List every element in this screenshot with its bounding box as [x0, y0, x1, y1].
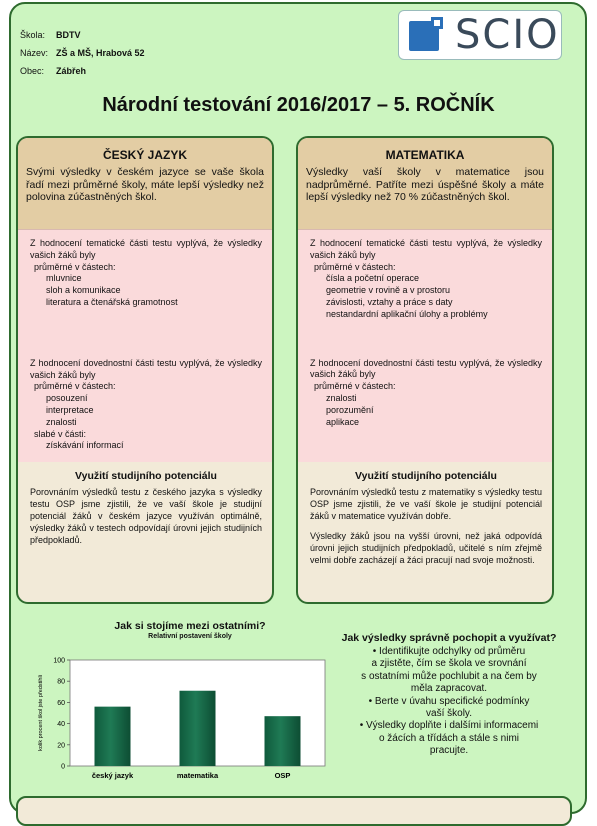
- math-potential-text-2: Výsledky žáků jsou na vyšší úrovni, než jaká odpovídá úrovni jejich studijních předpokladů, učitelé s ním zřejmě velmi dobře zacházejí a žáci pracují nad svoje možnosti.: [310, 531, 542, 565]
- scio-logo: [398, 10, 562, 60]
- name-label: Název:: [20, 48, 49, 58]
- math-details: [298, 230, 552, 462]
- czech-thematic-intro: Z hodnocení tematické části testu vyplývá, že výsledky vašich žáků byly: [30, 238, 262, 260]
- math-thematic-item: závislosti, vztahy a práce s daty: [326, 296, 453, 307]
- bar: [265, 716, 301, 766]
- math-title: MATEMATIKA: [385, 148, 465, 162]
- czech-skill-item: interpretace: [46, 404, 94, 415]
- tips-line: s ostatními může pochlubit a na čem by: [361, 670, 537, 682]
- czech-thematic-avg-label: průměrné v částech:: [34, 261, 116, 272]
- math-skill-item: porozumění: [326, 404, 374, 415]
- czech-details: [18, 230, 272, 462]
- czech-skill-intro: Z hodnocení dovednostní části testu vyplývá, že výsledky vašich žáků byly: [30, 357, 262, 380]
- math-potential-text: Porovnáním výsledků testu z matematiky s výsledky testu OSP jsme zjistili, že ve vaší škole je studijní potenciál žáků v matematice využíván dobře.: [310, 487, 542, 521]
- tips-line: o žácích a třídách a stále s nimi: [378, 732, 520, 744]
- math-potential: [298, 462, 552, 566]
- math-panel: [296, 136, 554, 604]
- math-thematic-intro: Z hodnocení tematické části testu vyplývá, že výsledky vašich žáků byly: [310, 238, 542, 260]
- czech-thematic-item: literatura a čtenářská gramotnost: [46, 296, 178, 307]
- school-info: [20, 26, 145, 80]
- town-label: Obec:: [20, 66, 45, 76]
- czech-thematic-item: mluvnice: [46, 273, 82, 284]
- x-tick-label: český jazyk: [91, 771, 134, 780]
- tips-line: pracujte.: [429, 745, 469, 757]
- y-tick-label: 100: [53, 657, 65, 665]
- tips-line: • Berte v úvahu specifické podmínky: [368, 695, 530, 707]
- math-header: [298, 138, 552, 230]
- school-label: Škola:: [20, 30, 46, 40]
- math-skill-intro: Z hodnocení dovednostní části testu vyplývá, že výsledky vašich žáků byly: [310, 357, 542, 380]
- czech-skill-weak-item: získávání informací: [46, 440, 124, 451]
- tips-line: • Identifikujte odchylky od průměru: [372, 646, 526, 657]
- chart-title: Jak si stojíme mezi ostatními?: [114, 620, 266, 632]
- y-tick-label: 80: [57, 678, 65, 686]
- czech-potential-title: Využití studijního potenciálu: [75, 470, 217, 482]
- town-value: Zábřeh: [56, 66, 87, 76]
- math-thematic-item: geometrie v rovině a v prostoru: [326, 285, 451, 296]
- tips-box: [334, 632, 564, 758]
- math-potential-title: Využití studijního potenciálu: [355, 470, 497, 482]
- tips-line: • Výsledky doplňte i dalšími informacemi: [359, 720, 539, 732]
- math-thematic-item: čísla a početní operace: [326, 273, 420, 284]
- czech-potential: [18, 462, 272, 546]
- math-skill-item: znalosti: [326, 392, 357, 403]
- tips-title: Jak výsledky správně pochopit a využívat?: [341, 632, 557, 644]
- school-value: BDTV: [56, 30, 81, 40]
- page-title: Národní testování 2016/2017 – 5. ROČNÍK: [102, 94, 495, 116]
- math-thematic-avg-label: průměrné v částech:: [314, 261, 396, 272]
- chart-subtitle: Relativní postavení školy: [148, 633, 232, 640]
- y-tick-label: 0: [61, 763, 65, 771]
- czech-skill-item: znalosti: [46, 416, 77, 427]
- logo-text: SCIO: [455, 12, 560, 58]
- y-tick-label: 60: [57, 699, 65, 707]
- math-thematic-item: nestandardní aplikační úlohy a problémy: [326, 308, 488, 319]
- math-summary: Výsledky vaší školy v matematice jsou nadprůměrné. Patříte mezi úspěšné školy a máte lepší výsledky než 70 % zúčastněných škol.: [306, 166, 544, 203]
- czech-summary: Svými výsledky v českém jazyce se vaše škola řadí mezi průměrné školy, máte lepší výsledky než polovina zúčastněných škol.: [26, 166, 264, 203]
- bar: [180, 691, 216, 766]
- czech-title: ČESKÝ JAZYK: [102, 148, 188, 162]
- czech-header: [18, 138, 272, 230]
- tips-line: měla zapracovat.: [410, 683, 488, 695]
- math-skill-avg-label: průměrné v částech:: [314, 381, 396, 392]
- czech-skill-weak-label: slabé v části:: [34, 428, 87, 439]
- bar: [95, 707, 131, 766]
- czech-thematic-item: sloh a komunikace: [46, 285, 121, 296]
- czech-panel: [16, 136, 274, 604]
- czech-skill-avg-label: průměrné v částech:: [34, 381, 116, 392]
- scio-logo-icon: [409, 17, 449, 53]
- tips-line: vaší školy.: [426, 708, 472, 720]
- czech-potential-text: Porovnáním výsledků testu z českého jazyka s výsledky testu OSP jsme zjistili, že ve vaší škole je studijní potenciál žáků v českém jazyce využíván optimálně, výsledky žáků v testech odpovídají úrovni jejich studijních předpokladů.: [30, 487, 262, 545]
- czech-skill-item: posouzení: [46, 393, 88, 404]
- tips-line: a zjistěte, čím se škola ve srovnání: [371, 658, 527, 670]
- y-tick-label: 40: [57, 721, 65, 729]
- math-skill-item: aplikace: [326, 416, 360, 427]
- y-tick-label: 20: [57, 742, 65, 750]
- x-tick-label: matematika: [176, 771, 219, 780]
- bar-chart: [20, 646, 332, 786]
- x-tick-label: OSP: [274, 771, 291, 780]
- name-value: ZŠ a MŠ, Hrabová 52: [56, 48, 145, 58]
- y-axis-label: kolik procent škol jste předstihli: [38, 675, 44, 751]
